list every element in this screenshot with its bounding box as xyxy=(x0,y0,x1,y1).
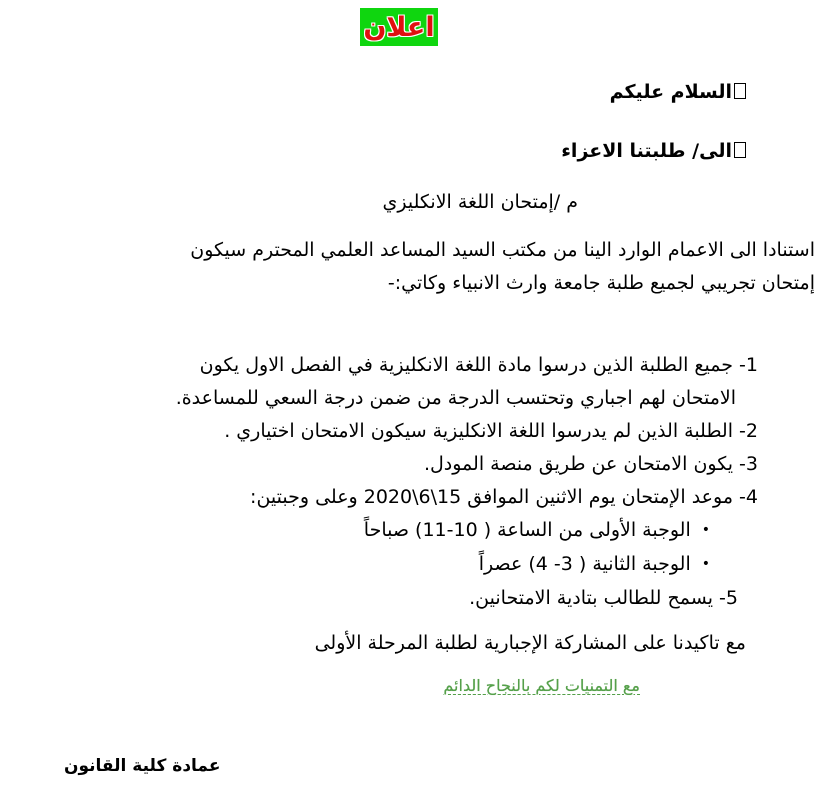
closing-line: مع تاكيدنا على المشاركة الإجبارية لطلبة المرحلة الأولى xyxy=(314,632,746,654)
list-item-1-line-2: الامتحان لهم اجباري وتحتسب الدرجة من ضمن درجة السعي للمساعدة. xyxy=(175,387,736,409)
list-item-4: 4- موعد الإمتحان يوم الاثنين الموافق 15\6\2020 وعلى وجبتين: xyxy=(250,486,758,508)
list-item-2: 2- الطلبة الذين لم يدرسوا اللغة الانكليزية سيكون الامتحان اختياري . xyxy=(224,420,758,442)
greeting-line xyxy=(610,80,746,104)
missing-glyph-box xyxy=(734,142,746,158)
announcement-banner-text: اعلان xyxy=(363,11,435,43)
addressee-line xyxy=(561,139,746,163)
shift-bullet-2 xyxy=(479,552,710,576)
subject-line: م /إمتحان اللغة الانكليزي xyxy=(382,191,578,213)
signature-line: عمادة كلية القانون xyxy=(64,756,221,776)
shift-1-text: الوجبة الأولى من الساعة ( 10-11) صباحاً xyxy=(363,519,691,541)
shift-bullet-1 xyxy=(364,518,710,542)
wishes-line: مع التمنيات لكم بالنجاح الدائم xyxy=(443,676,640,695)
bullet-icon: • xyxy=(701,522,710,538)
list-item-3: 3- يكون الامتحان عن طريق منصة المودل. xyxy=(423,453,758,475)
missing-glyph-box xyxy=(734,83,746,99)
greeting-text: السلام عليكم xyxy=(609,81,732,103)
addressee-text: الى/ طلبتنا الاعزاء xyxy=(561,140,732,162)
list-item-5: 5- يسمح للطالب بتادية الامتحانين. xyxy=(469,587,738,609)
list-item-1-line-1: 1- جميع الطلبة الذين درسوا مادة اللغة الانكليزية في الفصل الاول يكون xyxy=(199,354,758,376)
intro-line-2: إمتحان تجريبي لجميع طلبة جامعة وارث الانبياء وكاتي:- xyxy=(387,272,815,294)
shift-2-text: الوجبة الثانية ( 3- 4) عصراً xyxy=(478,553,691,575)
intro-line-1: استنادا الى الاعمام الوارد الينا من مكتب السيد المساعد العلمي المحترم سيكون xyxy=(190,239,815,261)
bullet-icon: • xyxy=(701,556,710,572)
announcement-banner xyxy=(360,8,438,46)
